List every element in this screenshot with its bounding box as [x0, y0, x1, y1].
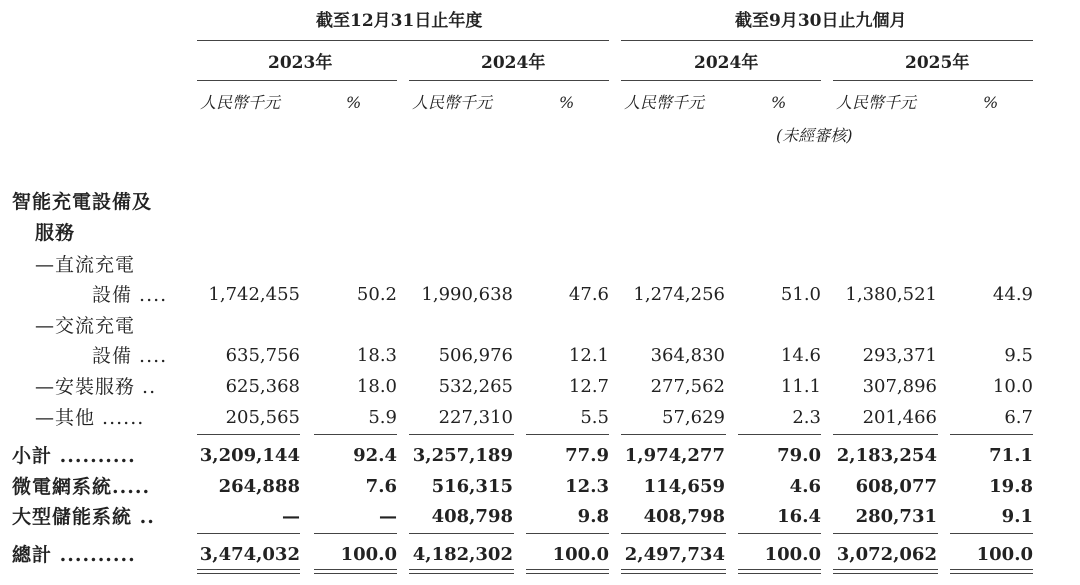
cell-row9-2024-pct: 12.3: [565, 476, 609, 497]
rule-before-subtotal-2025-9m-amt: [833, 434, 938, 435]
double-rule-total-2024-9m-pct-2: [738, 573, 821, 574]
cell-row6-2025-9m-pct: 10.0: [992, 376, 1033, 397]
row-label-ac-charging: —交流充電: [35, 315, 136, 337]
rule-before-subtotal-2024-pct: [526, 434, 609, 435]
row-label-dc-charging: —直流充電: [35, 254, 136, 276]
cell-row8-2024-amount: 3,257,189: [412, 445, 513, 466]
cell-row3-2024-9m-amount: 1,274,256: [633, 284, 725, 305]
pct-header: %: [771, 93, 787, 112]
cell-row11-2023-pct: 100.0: [340, 544, 397, 565]
cell-row9-2024-amount: 516,315: [431, 476, 513, 497]
cell-row11-2024-9m-pct: 100.0: [764, 544, 821, 565]
cell-row5-2023-amount: 635,756: [225, 345, 300, 366]
pct-header: %: [559, 93, 575, 112]
cell-row8-2024-9m-pct: 79.0: [777, 445, 821, 466]
cell-row11-2024-amount: 4,182,302: [412, 544, 513, 565]
cell-row5-2024-pct: 12.1: [568, 345, 609, 366]
row-label-installation: —安裝服務 ..: [35, 376, 157, 398]
row-label-smart-charging-cont: 服務: [35, 222, 76, 244]
rule-before-total-2024-pct: [526, 533, 609, 534]
row-label-dc-equipment: 設備 ....: [92, 284, 168, 306]
cell-row10-2023-amount: —: [282, 506, 300, 527]
unaudited-note: (未經審核): [776, 126, 853, 145]
double-rule-total-2025-9m-amt: [833, 569, 938, 570]
cell-row11-2024-9m-amount: 2,497,734: [624, 544, 725, 565]
cell-row9-2023-amount: 264,888: [218, 476, 300, 497]
rule-before-total-2023-pct: [314, 533, 397, 534]
year-header-2025-9m: 2025年: [905, 53, 970, 73]
rule-before-subtotal-2024-9m-pct: [738, 434, 821, 435]
cell-row3-2024-9m-pct: 51.0: [780, 284, 821, 305]
year-rule-2023: [197, 80, 397, 81]
cell-row9-2025-9m-amount: 608,077: [855, 476, 937, 497]
double-rule-total-2023-pct-2: [314, 573, 397, 574]
cell-row8-2023-amount: 3,209,144: [199, 445, 300, 466]
group-header-nine-months: 截至9月30日止九個月: [735, 11, 907, 31]
row-label-large-storage: 大型儲能系統 ..: [12, 506, 155, 528]
cell-row8-2025-9m-amount: 2,183,254: [836, 445, 937, 466]
double-rule-total-2025-9m-amt-2: [833, 573, 938, 574]
cell-row7-2025-9m-amount: 201,466: [862, 407, 937, 428]
year-header-2023: 2023年: [268, 53, 333, 73]
cell-row7-2024-9m-amount: 57,629: [662, 407, 725, 428]
cell-row7-2024-amount: 227,310: [438, 407, 513, 428]
unit-header: 人民幣千元: [412, 93, 493, 112]
cell-row10-2025-9m-pct: 9.1: [1001, 506, 1033, 527]
cell-row8-2025-9m-pct: 71.1: [989, 445, 1033, 466]
row-label-smart-charging: 智能充電設備及: [12, 191, 153, 213]
double-rule-total-2024-amt: [409, 569, 514, 570]
cell-row6-2023-pct: 18.0: [356, 376, 397, 397]
year-rule-2025-9m: [833, 80, 1033, 81]
double-rule-total-2024-amt-2: [409, 573, 514, 574]
year-header-2024-9m: 2024年: [694, 53, 759, 73]
cell-row3-2024-pct: 47.6: [568, 284, 609, 305]
double-rule-total-2025-9m-pct: [950, 569, 1033, 570]
cell-row5-2023-pct: 18.3: [356, 345, 397, 366]
rule-before-total-2024-9m-amt: [621, 533, 726, 534]
cell-row6-2024-9m-amount: 277,562: [650, 376, 725, 397]
cell-row5-2025-9m-pct: 9.5: [1004, 345, 1033, 366]
rule-before-subtotal-2023-pct: [314, 434, 397, 435]
double-rule-total-2024-9m-pct: [738, 569, 821, 570]
year-rule-2024: [409, 80, 609, 81]
cell-row5-2024-amount: 506,976: [438, 345, 513, 366]
double-rule-total-2024-9m-amt: [621, 569, 726, 570]
cell-row9-2024-9m-amount: 114,659: [643, 476, 725, 497]
cell-row11-2024-pct: 100.0: [552, 544, 609, 565]
double-rule-total-2023-amt-2: [197, 573, 300, 574]
cell-row10-2024-9m-amount: 408,798: [643, 506, 725, 527]
cell-row3-2025-9m-amount: 1,380,521: [845, 284, 937, 305]
cell-row7-2023-amount: 205,565: [225, 407, 300, 428]
unit-header: 人民幣千元: [624, 93, 705, 112]
cell-row3-2023-pct: 50.2: [356, 284, 397, 305]
rule-before-total-2025-9m-amt: [833, 533, 938, 534]
double-rule-total-2023-pct: [314, 569, 397, 570]
row-label-total: 總計 ..........: [12, 544, 136, 566]
rule-before-subtotal-2025-9m-pct: [950, 434, 1033, 435]
double-rule-total-2023-amt: [197, 569, 300, 570]
group-rule-nine-months: [621, 40, 1033, 41]
unit-header: 人民幣千元: [200, 93, 281, 112]
cell-row7-2024-pct: 5.5: [580, 407, 609, 428]
cell-row10-2024-9m-pct: 16.4: [777, 506, 821, 527]
cell-row7-2025-9m-pct: 6.7: [1004, 407, 1033, 428]
double-rule-total-2024-9m-amt-2: [621, 573, 726, 574]
cell-row10-2024-pct: 9.8: [577, 506, 609, 527]
cell-row5-2024-9m-pct: 14.6: [780, 345, 821, 366]
cell-row10-2024-amount: 408,798: [431, 506, 513, 527]
cell-row8-2024-pct: 77.9: [565, 445, 609, 466]
rule-before-total-2023-amt: [197, 533, 300, 534]
pct-header: %: [346, 93, 362, 112]
cell-row11-2023-amount: 3,474,032: [199, 544, 300, 565]
year-header-2024: 2024年: [481, 53, 546, 73]
cell-row9-2025-9m-pct: 19.8: [989, 476, 1033, 497]
double-rule-total-2024-pct: [526, 569, 609, 570]
unit-header: 人民幣千元: [836, 93, 917, 112]
cell-row3-2024-amount: 1,990,638: [421, 284, 513, 305]
cell-row6-2025-9m-amount: 307,896: [862, 376, 937, 397]
cell-row6-2023-amount: 625,368: [225, 376, 300, 397]
pct-header: %: [983, 93, 999, 112]
double-rule-total-2024-pct-2: [526, 573, 609, 574]
rule-before-total-2024-9m-pct: [738, 533, 821, 534]
cell-row5-2025-9m-amount: 293,371: [862, 345, 937, 366]
cell-row3-2023-amount: 1,742,455: [208, 284, 300, 305]
cell-row6-2024-9m-pct: 11.1: [780, 376, 821, 397]
row-label-microgrid: 微電網系統.....: [12, 476, 151, 498]
row-label-subtotal: 小計 ..........: [12, 445, 136, 467]
cell-row7-2023-pct: 5.9: [368, 407, 397, 428]
cell-row3-2025-9m-pct: 44.9: [992, 284, 1033, 305]
cell-row9-2023-pct: 7.6: [365, 476, 397, 497]
cell-row11-2025-9m-amount: 3,072,062: [836, 544, 937, 565]
cell-row10-2023-pct: —: [379, 506, 397, 527]
row-label-others: —其他 ......: [35, 407, 145, 429]
cell-row7-2024-9m-pct: 2.3: [792, 407, 821, 428]
cell-row8-2023-pct: 92.4: [353, 445, 397, 466]
rule-before-total-2024-amt: [409, 533, 514, 534]
double-rule-total-2025-9m-pct-2: [950, 573, 1033, 574]
row-label-ac-equipment: 設備 ....: [92, 345, 168, 367]
cell-row6-2024-amount: 532,265: [438, 376, 513, 397]
cell-row9-2024-9m-pct: 4.6: [789, 476, 821, 497]
cell-row8-2024-9m-amount: 1,974,277: [624, 445, 725, 466]
year-rule-2024-9m: [621, 80, 821, 81]
group-rule-fiscal: [197, 40, 609, 41]
rule-before-subtotal-2023-amt: [197, 434, 300, 435]
rule-before-subtotal-2024-9m-amt: [621, 434, 726, 435]
rule-before-total-2025-9m-pct: [950, 533, 1033, 534]
group-header-fiscal-years: 截至12月31日止年度: [316, 11, 483, 31]
cell-row6-2024-pct: 12.7: [568, 376, 609, 397]
cell-row5-2024-9m-amount: 364,830: [650, 345, 725, 366]
cell-row11-2025-9m-pct: 100.0: [976, 544, 1033, 565]
rule-before-subtotal-2024-amt: [409, 434, 514, 435]
cell-row10-2025-9m-amount: 280,731: [855, 506, 937, 527]
